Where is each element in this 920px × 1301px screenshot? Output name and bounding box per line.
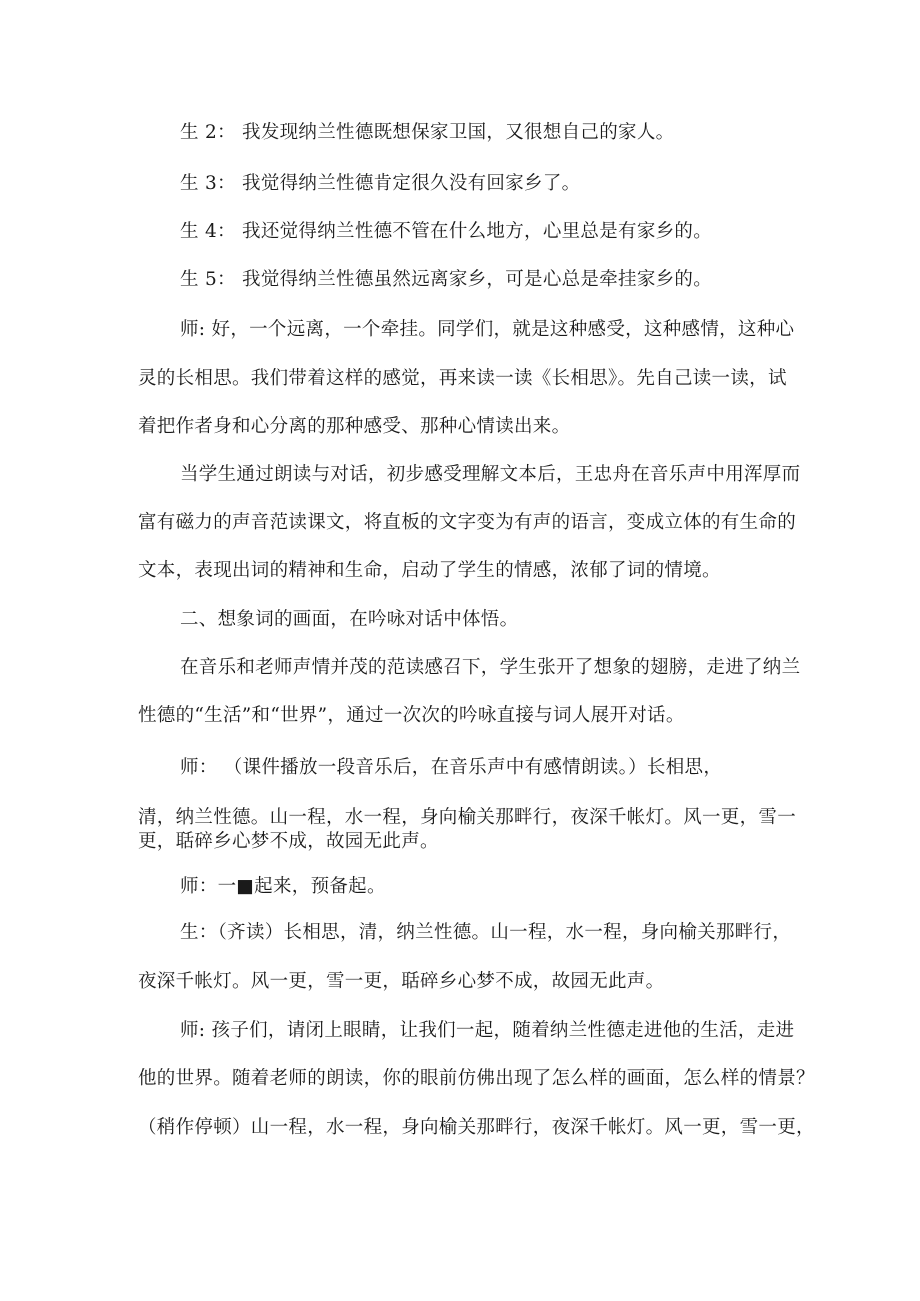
- paragraph-line: 当学生通过朗读与对话，初步感受理解文本后，王忠舟在音乐声中用浑厚而: [180, 464, 801, 485]
- paragraph-line: 他的世界。随着老师的朗读，你的眼前仿佛出现了怎么样的画面，怎么样的情景？: [138, 1068, 815, 1089]
- paragraph-line: （稍作停顿）山一程，水一程，身向榆关那畔行，夜深千帐灯。风一更，雪一更，: [138, 1117, 815, 1138]
- paragraph-line: 在音乐和老师声情并茂的范读感召下，学生张开了想象的翅膀，走进了纳兰: [180, 657, 801, 678]
- paragraph-line: 富有磁力的声音范读课文，将直板的文字变为有声的语言，变成立体的有生命的: [138, 512, 797, 533]
- paragraph-line: 师：一■起来，预备起。: [180, 876, 386, 897]
- paragraph-line: 生 5： 我觉得纳兰性德虽然远离家乡，可是心总是牵挂家乡的。: [180, 269, 713, 290]
- paragraph-line: 着把作者身和心分离的那种感受、那种心情读出来。: [138, 416, 571, 437]
- paragraph-line: 生 3： 我觉得纳兰性德肯定很久没有回家乡了。: [180, 173, 581, 194]
- paragraph-line: 师： （课件播放一段音乐后，在音乐声中有感情朗读。）长相思，: [180, 757, 723, 778]
- paragraph-line: 师: 好，一个远离，一个牵挂。同学们，就是这种感受，这种感情，这种心: [180, 319, 795, 340]
- paragraph-line: 灵的长相思。我们带着这样的感觉，再来读一读《长相思》。先自己读一读，试: [138, 368, 787, 389]
- section-heading: 二、想象词的画面，在吟咏对话中体悟。: [180, 609, 519, 630]
- paragraph-line: 更，聒碎乡心梦不成，故园无此声。: [138, 831, 439, 852]
- paragraph-line: 生 2： 我发现纳兰性德既想保家卫国，又很想自己的家人。: [180, 122, 675, 143]
- paragraph-line: 生：（齐读）长相思，清，纳兰性德。山一程，水一程，身向榆关那畔行，: [180, 922, 792, 943]
- paragraph-line: 性德的“生活”和“世界”，通过一次次的吟咏直接与词人展开对话。: [138, 705, 685, 726]
- paragraph-line: 师: 孩子们，请闭上眼睛，让我们一起，随着纳兰性德走进他的生活，走进: [180, 1020, 795, 1041]
- paragraph-line: 生 4： 我还觉得纳兰性德不管在什么地方，心里总是有家乡的。: [180, 221, 713, 242]
- paragraph-line: 夜深千帐灯。风一更，雪一更，聒碎乡心梦不成，故园无此声。: [138, 971, 665, 992]
- paragraph-line: 清，纳兰性德。山一程，水一程，身向榆关那畔行，夜深千帐灯。风一更，雪一: [138, 807, 797, 828]
- paragraph-line: 文本，表现出词的精神和生命，启动了学生的情感，浓郁了词的情境。: [138, 560, 721, 581]
